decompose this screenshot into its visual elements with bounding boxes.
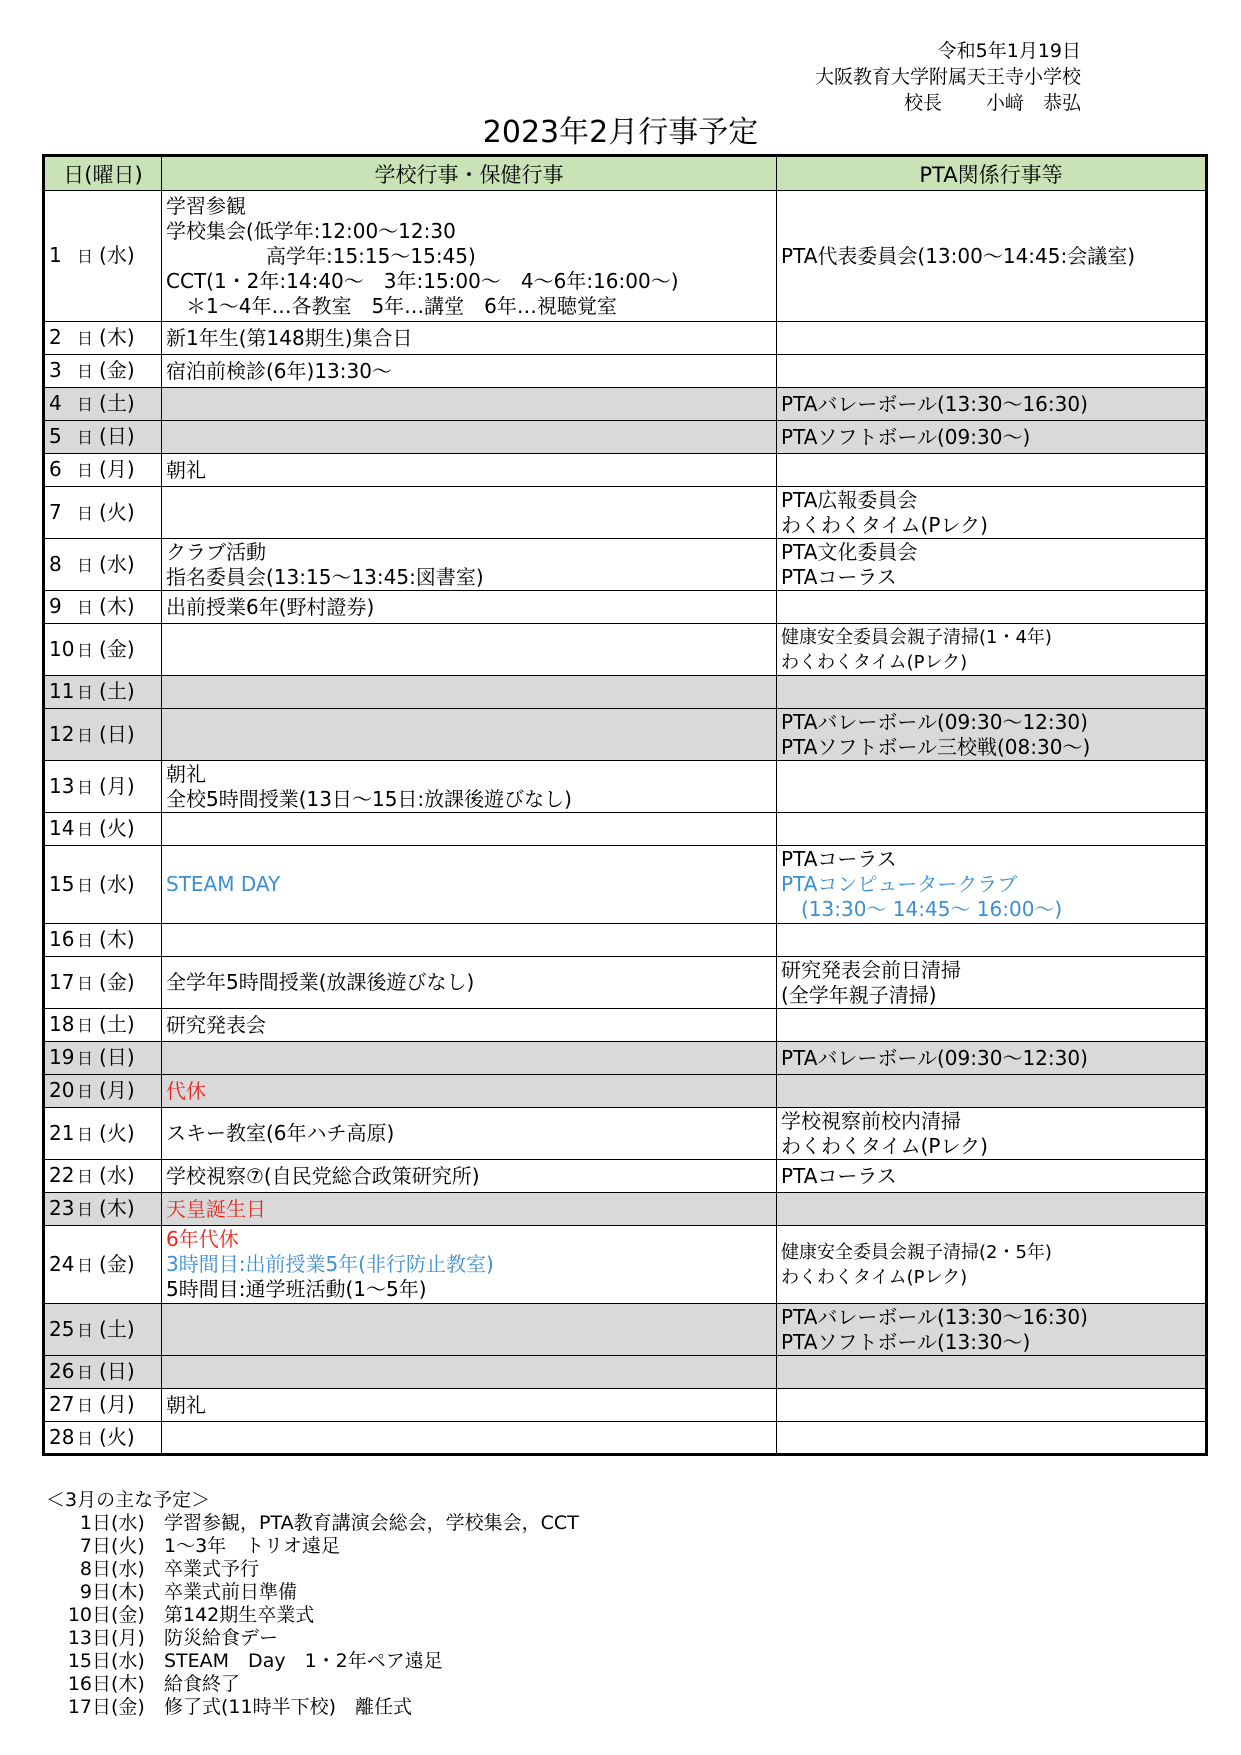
day-number: 24 [49,1251,75,1276]
note-day: 17 [67,1696,92,1718]
note-text: 卒業式前日準備 [164,1581,298,1603]
school-event-cell [162,1108,777,1160]
day-cell [44,1226,162,1304]
school-event-cell [162,1304,777,1356]
march-notes-title: ＜3月の主な予定＞ [46,1489,211,1511]
day-number: 25 [49,1316,75,1341]
pta-event-cell [777,709,1207,761]
note-text: 修了式(11時半下校) 離任式 [164,1696,413,1718]
note-date [50,1673,164,1696]
table-row [44,924,1207,957]
day-unit: 日 [77,777,94,797]
day-number: 13 [49,773,75,798]
day-of-week: (木) [99,594,135,618]
table-row [44,1226,1207,1304]
day-of-week: (水) [99,551,135,576]
school-event-cell [162,624,777,676]
day-number: 8 [49,551,62,576]
pta-event-cell [777,355,1207,388]
table-row [44,487,1207,539]
school-event-cell-entry: 天皇誕生日 [166,1196,266,1221]
note-day: 15 [67,1650,92,1672]
day-of-week: (日) [99,1359,135,1383]
table-row [44,322,1207,355]
day-cell [44,709,162,761]
school-event-cell-entry: 6年代休 [166,1227,239,1251]
day-unit: 日 [77,461,94,480]
day-cell [44,322,162,355]
day-unit: 日 [77,1167,94,1186]
school-event-cell-entry: STEAM DAY [166,872,281,896]
school-event-cell-entry: 全学年5時間授業(放課後遊びなし) [166,970,475,994]
note-dow: 日(水) [92,1650,145,1672]
note-date [50,1558,164,1581]
school-event-cell [162,813,777,846]
day-of-week: (木) [99,325,135,349]
day-number: 27 [49,1392,75,1416]
day-unit: 日 [77,931,94,950]
school-event-cell-entry: 学習参観 学校集会(低学年:12:00〜12:30 高学年:15:15〜15:45) CCT(1・2年:14:40〜 3年:15:00〜 4〜6年:16:00〜) ＊1〜4年…各教室 5年…講堂 6年…視聴覚室 [166,193,679,318]
header-school-events: 学校行事・保健行事 [162,156,777,191]
issue-date: 令和5年1月19日 [937,40,1081,62]
day-of-week: (木) [99,927,135,951]
table-row [44,1108,1207,1160]
day-cell [44,487,162,539]
table-row [44,957,1207,1009]
list-item [50,1696,579,1719]
day-cell [44,1108,162,1160]
header-day: 日(曜日) [44,156,162,191]
day-cell [44,813,162,846]
school-event-cell-entry: スキー教室(6年ハチ高原) [166,1121,395,1145]
table-row [44,1422,1207,1455]
table-row [44,454,1207,487]
table-row [44,676,1207,709]
school-name: 大阪教育大学附属天王寺小学校 [814,66,1081,88]
note-date [50,1535,164,1558]
day-number: 26 [49,1359,75,1383]
school-event-cell-entry: 出前授業6年(野村證券) [166,594,375,619]
day-of-week: (月) [99,1392,135,1416]
note-text: 防災給食デー [164,1627,279,1649]
pta-event-cell [777,957,1207,1009]
note-day: 8 [79,1558,92,1580]
pta-event-cell-entry: PTAバレーボール(09:30〜12:30) PTAソフトボール三校戦(08:30〜) [781,709,1091,759]
list-item [50,1558,579,1581]
school-event-cell [162,709,777,761]
table-row [44,1042,1207,1075]
school-event-cell [162,487,777,539]
day-unit: 日 [77,640,94,660]
day-unit: 日 [77,503,94,523]
note-date [50,1650,164,1673]
header-pta-events: PTA関係行事等 [777,156,1207,191]
day-number: 14 [49,816,75,840]
pta-event-cell-entry: PTAバレーボール(13:30〜16:30) PTAソフトボール(13:30〜) [781,1304,1088,1354]
note-date [50,1627,164,1650]
school-event-cell [162,539,777,591]
table-row [44,355,1207,388]
pta-event-cell [777,322,1207,355]
pta-event-cell [777,487,1207,539]
day-unit: 日 [77,598,94,617]
day-number: 22 [49,1163,75,1187]
day-of-week: (金) [99,636,135,661]
note-day: 13 [67,1627,92,1649]
school-event-cell [162,1356,777,1389]
note-day: 10 [67,1604,92,1626]
day-unit: 日 [77,973,94,993]
day-unit: 日 [77,395,94,414]
day-unit: 日 [77,555,94,575]
day-number: 18 [49,1012,75,1036]
school-event-cell-entry: 朝礼 [166,457,206,482]
pta-event-cell-entry: 学校視察前校内清掃 わくわくタイム(Pレク) [781,1108,988,1158]
school-event-cell-entry: 代休 [166,1078,206,1103]
pta-event-cell [777,1389,1207,1422]
table-row [44,1160,1207,1193]
day-number: 7 [49,499,62,524]
school-event-cell [162,388,777,421]
day-number: 19 [49,1045,75,1069]
day-unit: 日 [77,725,94,745]
pta-event-cell-entry: 研究発表会前日清掃 (全学年親子清掃) [781,957,961,1007]
pta-event-cell [777,1422,1207,1455]
day-of-week: (日) [99,721,135,746]
pta-event-cell [777,1226,1207,1304]
school-event-cell [162,1422,777,1455]
day-of-week: (月) [99,1078,135,1102]
note-dow: 日(水) [92,1512,145,1534]
day-of-week: (土) [99,391,135,415]
pta-event-cell [777,1304,1207,1356]
pta-event-cell [777,1193,1207,1226]
school-event-cell [162,1193,777,1226]
day-unit: 日 [77,1200,94,1219]
table-row [44,709,1207,761]
note-date [50,1581,164,1604]
list-item [50,1627,579,1650]
day-of-week: (月) [99,457,135,481]
day-cell [44,846,162,924]
principal-name: 小﨑 恭弘 [985,92,1081,114]
note-dow: 日(火) [92,1535,145,1557]
pta-event-cell [777,539,1207,591]
day-unit: 日 [77,1320,94,1340]
school-event-cell [162,421,777,454]
school-event-cell [162,676,777,709]
day-number: 3 [49,358,62,382]
note-dow: 日(金) [92,1604,145,1626]
table-row [44,1009,1207,1042]
table-row [44,388,1207,421]
day-of-week: (土) [99,679,135,703]
day-of-week: (火) [99,1424,135,1449]
note-day: 1 [79,1512,92,1534]
day-cell [44,454,162,487]
day-unit: 日 [77,247,94,266]
school-event-cell [162,924,777,957]
table-row [44,1389,1207,1422]
day-of-week: (木) [99,1196,135,1220]
school-event-cell [162,355,777,388]
pta-event-cell-entry: PTAコーラス [781,847,897,871]
table-row [44,191,1207,322]
table-row [44,591,1207,624]
pta-event-cell-entry: 健康安全委員会親子清掃(1・4年) わくわくタイム(Pレク) [781,626,1052,673]
note-day: 9 [79,1581,92,1603]
day-unit: 日 [77,875,94,895]
day-cell [44,761,162,813]
pta-event-cell [777,924,1207,957]
pta-event-cell [777,421,1207,454]
school-event-cell-entry: クラブ活動 指名委員会(13:15〜13:45:図書室) [166,539,484,589]
day-cell [44,539,162,591]
school-event-cell [162,591,777,624]
day-unit: 日 [77,683,94,702]
page-title: 2023年2月行事予定 [482,115,759,150]
day-of-week: (水) [99,1163,135,1187]
pta-event-cell [777,1108,1207,1160]
day-of-week: (月) [99,773,135,798]
pta-event-cell [777,813,1207,846]
school-event-cell [162,1389,777,1422]
day-unit: 日 [77,1124,94,1144]
day-cell [44,191,162,322]
school-event-cell [162,1226,777,1304]
day-cell [44,1356,162,1389]
day-cell [44,1009,162,1042]
table-row [44,539,1207,591]
day-number: 6 [49,457,62,481]
school-event-cell [162,1160,777,1193]
note-text: 1〜3年 トリオ遠足 [164,1535,340,1557]
school-event-cell-entry: 宿泊前検診(6年)13:30〜 [166,358,392,383]
day-cell [44,1042,162,1075]
table-row [44,421,1207,454]
pta-event-cell-entry: PTA文化委員会 PTAコーラス [781,539,918,589]
day-unit: 日 [77,1396,94,1415]
note-day: 7 [79,1535,92,1557]
day-unit: 日 [77,1428,94,1448]
day-of-week: (土) [99,1012,135,1036]
day-number: 17 [49,969,75,994]
pta-event-cell [777,1075,1207,1108]
day-of-week: (火) [99,1120,135,1145]
pta-event-cell-entry: PTA広報委員会 わくわくタイム(Pレク) [781,487,988,537]
day-number: 1 [49,243,62,267]
table-row [44,624,1207,676]
school-event-cell [162,761,777,813]
pta-event-cell [777,191,1207,322]
pta-event-cell [777,761,1207,813]
school-event-cell [162,191,777,322]
day-number: 28 [49,1424,75,1449]
day-unit: 日 [77,1016,94,1035]
pta-event-cell [777,1356,1207,1389]
day-number: 11 [49,679,75,703]
note-dow: 日(木) [92,1581,145,1603]
school-event-cell-entry: 朝礼 全校5時間授業(13日〜15日:放課後遊びなし) [166,761,572,811]
note-text: 給食終了 [164,1673,241,1695]
table-row [44,846,1207,924]
day-of-week: (金) [99,358,135,382]
note-text: 学習参観，PTA教育講演会総会，学校集会，CCT [164,1512,579,1534]
pta-event-cell [777,1009,1207,1042]
school-event-cell-entry: 5時間目:通学班活動(1〜5年) [166,1277,427,1301]
day-cell [44,388,162,421]
day-of-week: (金) [99,1251,135,1276]
day-number: 15 [49,871,75,896]
school-event-cell [162,454,777,487]
table-row [44,813,1207,846]
day-of-week: (水) [99,871,135,896]
day-number: 2 [49,325,62,349]
schedule-table [42,154,1208,1456]
day-of-week: (水) [99,243,135,267]
pta-event-cell-entry: PTAソフトボール(09:30〜) [781,424,1031,449]
day-number: 10 [49,636,75,661]
day-cell [44,1422,162,1455]
day-cell [44,957,162,1009]
list-item [50,1535,579,1558]
table-row [44,1356,1207,1389]
day-cell [44,1160,162,1193]
day-number: 4 [49,391,62,415]
day-cell [44,355,162,388]
day-number: 12 [49,721,75,746]
day-of-week: (金) [99,969,135,994]
list-item [50,1581,579,1604]
march-notes-list [50,1512,579,1719]
table-row [44,1304,1207,1356]
day-of-week: (火) [99,816,135,840]
list-item [50,1604,579,1627]
school-event-cell [162,1009,777,1042]
note-dow: 日(金) [92,1696,145,1718]
day-unit: 日 [77,820,94,839]
table-row [44,1075,1207,1108]
day-cell [44,1193,162,1226]
day-unit: 日 [77,329,94,348]
principal-title: 校長 [903,92,942,114]
day-unit: 日 [77,428,94,447]
day-unit: 日 [77,1082,94,1101]
school-event-cell-entry: 3時間目:出前授業5年(非行防止教室) [166,1252,494,1276]
day-number: 21 [49,1120,75,1145]
school-event-cell [162,957,777,1009]
day-of-week: (火) [99,499,135,524]
pta-event-cell [777,388,1207,421]
pta-event-cell [777,454,1207,487]
day-number: 5 [49,424,62,448]
list-item [50,1673,579,1696]
day-cell [44,1304,162,1356]
pta-event-cell [777,1042,1207,1075]
pta-event-cell-entry: PTAコンピュータークラブ (13:30〜 14:45〜 16:00〜) [781,872,1063,921]
day-cell [44,591,162,624]
school-event-cell-entry: 研究発表会 [166,1012,266,1037]
school-event-cell-entry: 学校視察⑦(自民党総合政策研究所) [166,1163,480,1188]
school-event-cell [162,1075,777,1108]
list-item [50,1650,579,1673]
day-cell [44,624,162,676]
note-date [50,1512,164,1535]
day-number: 23 [49,1196,75,1220]
note-text: 卒業式予行 [164,1558,260,1580]
day-unit: 日 [77,1363,94,1382]
day-unit: 日 [77,1049,94,1068]
day-cell [44,924,162,957]
note-dow: 日(木) [92,1673,145,1695]
note-day: 16 [67,1673,92,1695]
day-number: 9 [49,594,62,618]
note-text: STEAM Day 1・2年ペア遠足 [164,1650,443,1672]
day-cell [44,1075,162,1108]
pta-event-cell [777,1160,1207,1193]
day-of-week: (土) [99,1316,135,1341]
day-number: 16 [49,927,75,951]
school-event-cell [162,322,777,355]
pta-event-cell-entry: 健康安全委員会親子清掃(2・5年) わくわくタイム(Pレク) [781,1241,1052,1288]
pta-event-cell [777,676,1207,709]
day-unit: 日 [77,1255,94,1275]
schedule-body [44,191,1207,1455]
note-date [50,1696,164,1719]
day-of-week: (日) [99,424,135,448]
pta-event-cell-entry: PTA代表委員会(13:00〜14:45:会議室) [781,243,1136,268]
list-item [50,1512,579,1535]
pta-event-cell [777,591,1207,624]
pta-event-cell [777,846,1207,924]
note-text: 第142期生卒業式 [164,1604,315,1626]
table-row [44,1193,1207,1226]
note-dow: 日(月) [92,1627,145,1649]
day-of-week: (日) [99,1045,135,1069]
note-dow: 日(水) [92,1558,145,1580]
table-header-row [44,156,1207,191]
note-date [50,1604,164,1627]
day-unit: 日 [77,362,94,381]
pta-event-cell-entry: PTAコーラス [781,1163,897,1188]
school-event-cell [162,846,777,924]
day-number: 20 [49,1078,75,1102]
pta-event-cell [777,624,1207,676]
day-cell [44,421,162,454]
table-row [44,761,1207,813]
day-cell [44,1389,162,1422]
school-event-cell-entry: 朝礼 [166,1392,206,1417]
school-event-cell [162,1042,777,1075]
pta-event-cell-entry: PTAバレーボール(09:30〜12:30) [781,1045,1088,1070]
march-notes [46,1489,579,1719]
school-event-cell-entry: 新1年生(第148期生)集合日 [166,325,413,350]
pta-event-cell-entry: PTAバレーボール(13:30〜16:30) [781,391,1088,416]
day-cell [44,676,162,709]
